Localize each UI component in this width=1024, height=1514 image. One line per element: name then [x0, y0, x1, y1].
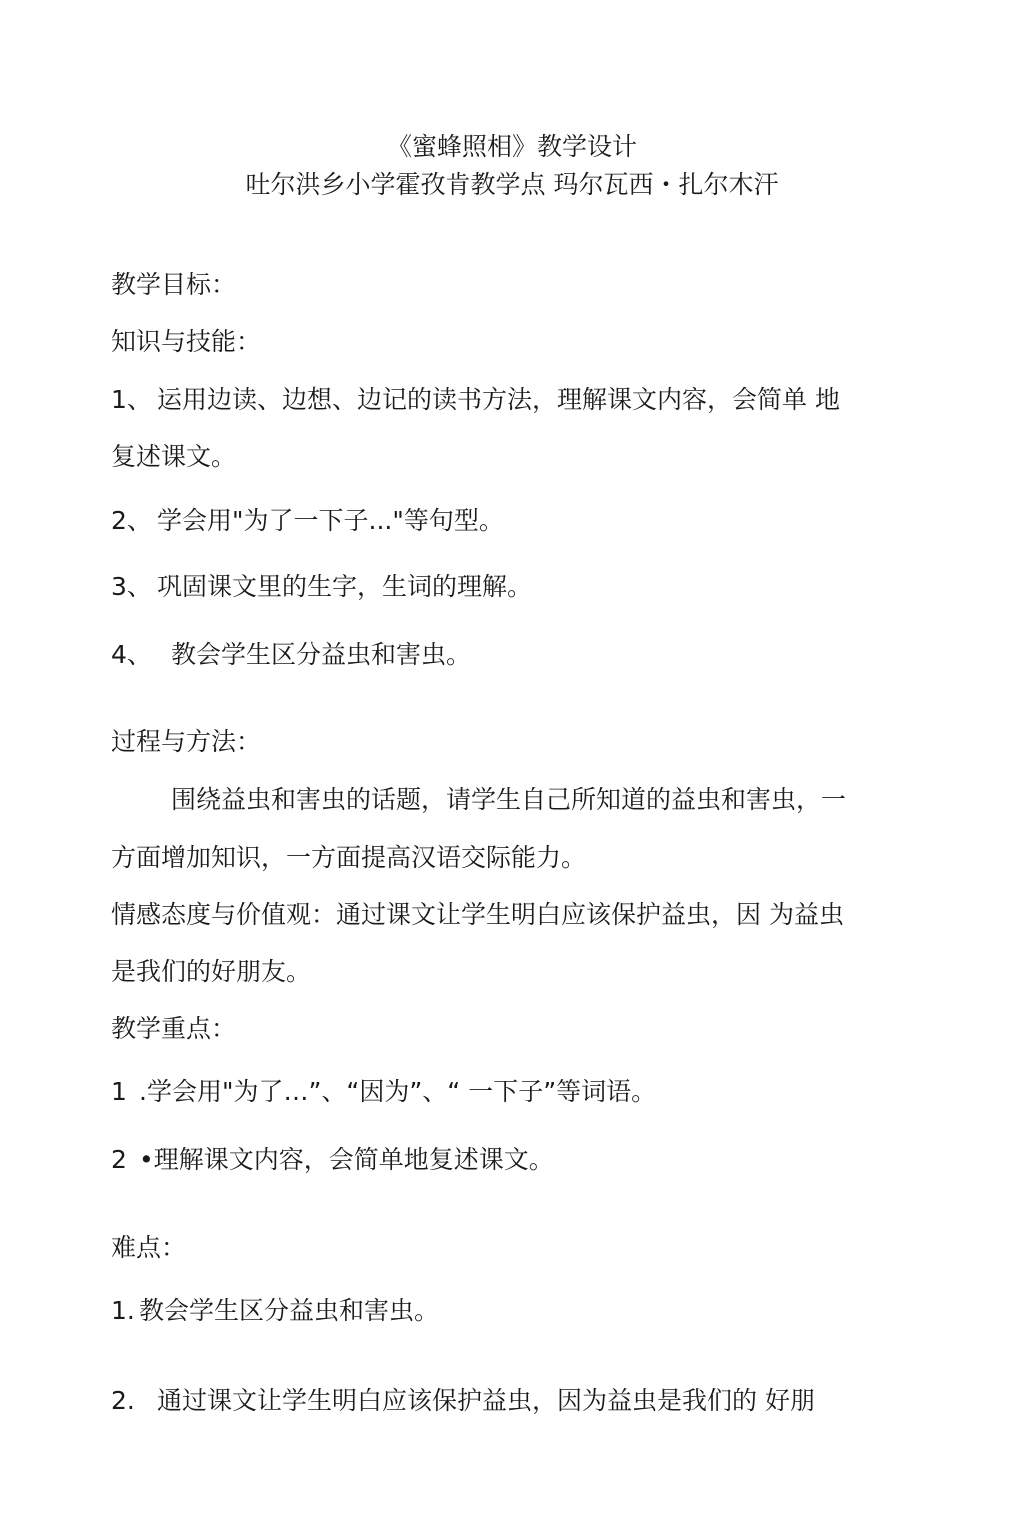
item-text: 教会学生区分益虫和害虫。	[171, 640, 472, 669]
key-heading: 教学重点：	[111, 1014, 237, 1043]
key-item-1	[111, 1077, 656, 1107]
item-text: 学会用"为了一下子..."等句型。	[157, 506, 504, 535]
item-number: 4、	[111, 640, 152, 669]
item-text: 运用边读、边想、边记的读书方法，理解课文内容，会简单 地	[157, 385, 840, 414]
emotion-text-line-1: 情感态度与价值观：通过课文让学生明白应该保护益虫，因 为益虫	[111, 900, 844, 929]
item-text: •理解课文内容，会简单地复述课文。	[139, 1145, 554, 1174]
knowledge-item-4	[111, 640, 471, 670]
item-number: 2.	[111, 1386, 135, 1415]
process-text-line-2: 方面增加知识，一方面提高汉语交际能力。	[111, 843, 587, 872]
item-text: .学会用"为了…”、“因为”、“ 一下子”等词语。	[139, 1077, 657, 1106]
knowledge-item-2	[111, 506, 504, 536]
author-line: 吐尔洪乡小学霍孜肯教学点 玛尔瓦西・扎尔木汗	[245, 170, 779, 199]
item-text: 巩固课文里的生字，生词的理解。	[157, 572, 533, 601]
item-number: 2、	[111, 506, 152, 535]
item-number: 2	[111, 1145, 127, 1174]
goals-heading: 教学目标：	[111, 270, 237, 299]
item-text: 通过课文让学生明白应该保护益虫，因为益虫是我们的 好朋	[157, 1386, 815, 1415]
item-number: 1.	[111, 1296, 135, 1325]
knowledge-item-1-cont: 复述课文。	[111, 442, 237, 471]
difficulty-item-1	[111, 1296, 439, 1326]
process-text-line-1: 围绕益虫和害虫的话题，请学生自己所知道的益虫和害虫，一	[171, 785, 847, 814]
document-title: 《蜜蜂照相》教学设计	[386, 132, 637, 161]
emotion-text-line-2: 是我们的好朋友。	[111, 957, 312, 986]
key-item-2	[111, 1145, 554, 1175]
process-heading: 过程与方法：	[111, 727, 262, 756]
item-number: 3、	[111, 572, 152, 601]
item-number: 1、	[111, 385, 152, 414]
knowledge-heading: 知识与技能：	[111, 327, 262, 356]
item-number: 1	[111, 1077, 127, 1106]
difficulty-item-2	[111, 1386, 815, 1416]
knowledge-item-3	[111, 572, 532, 602]
knowledge-item-1	[111, 385, 840, 415]
difficulty-heading: 难点：	[111, 1233, 187, 1262]
item-text: 教会学生区分益虫和害虫。	[139, 1296, 440, 1325]
